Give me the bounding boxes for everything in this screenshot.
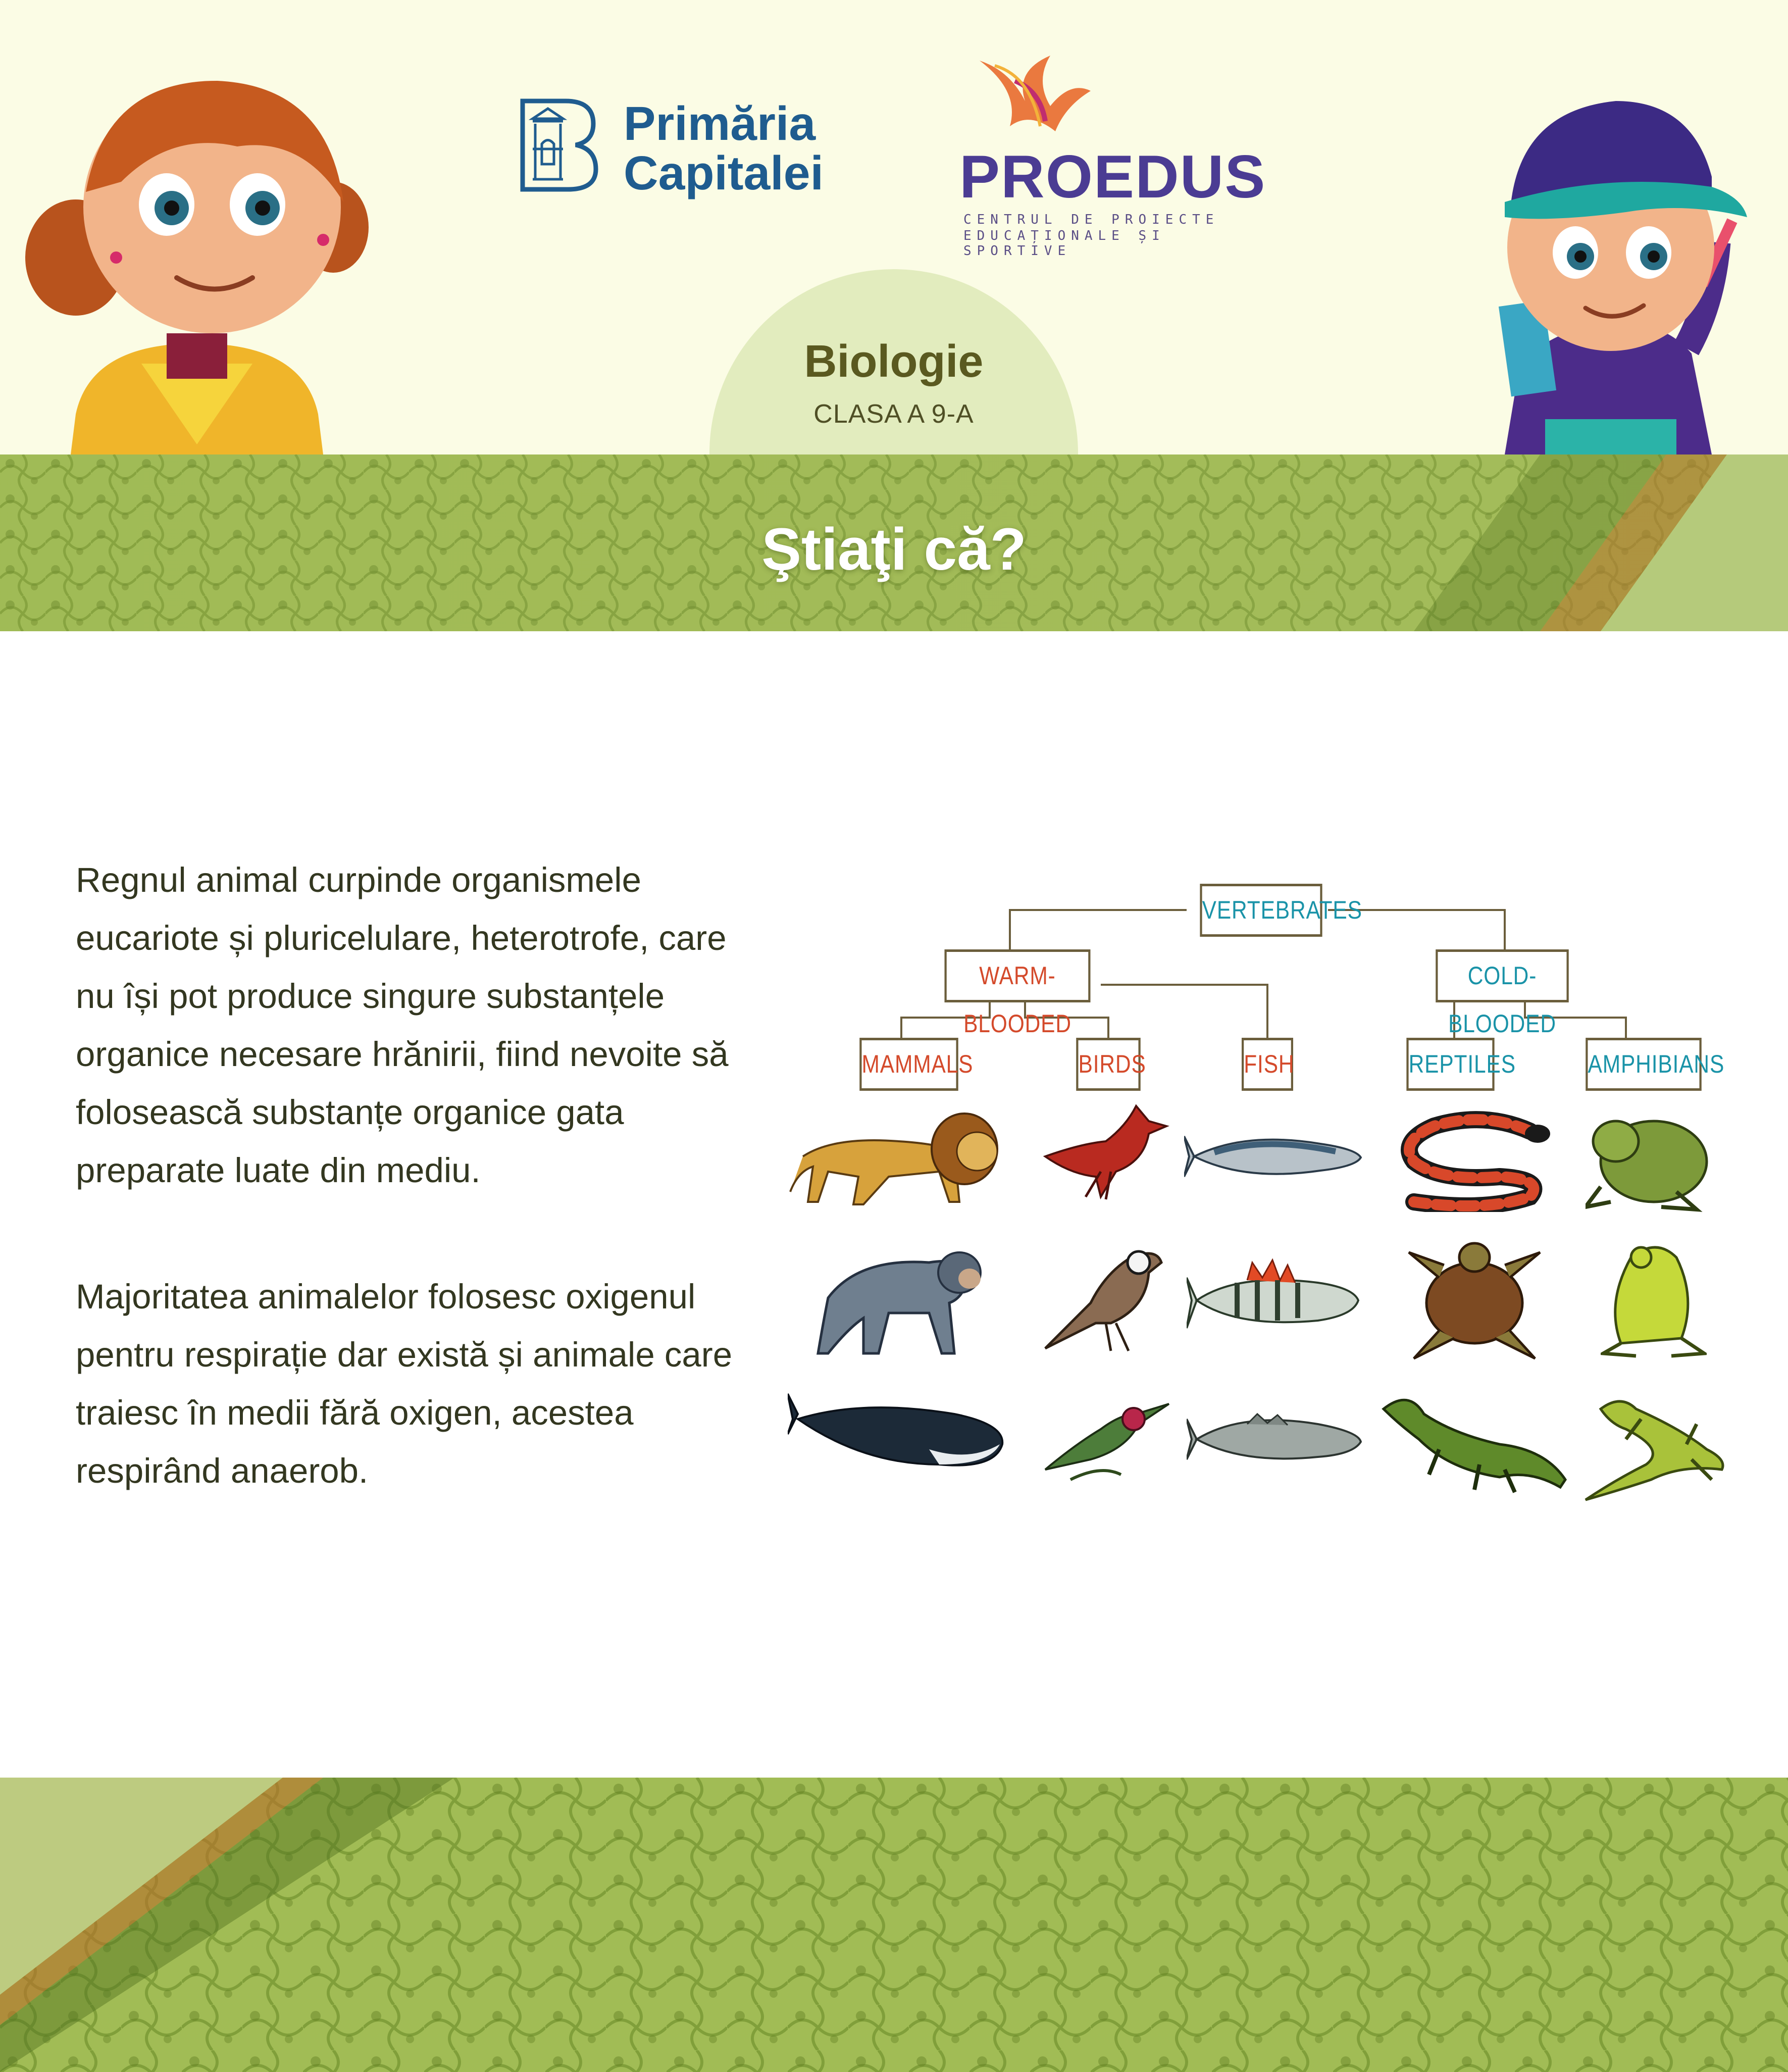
primaria-emblem-icon (518, 98, 598, 192)
paragraph-animal-kingdom: Regnul animal curpinde organismele eucariote și pluricelulare, heterotrofe, care nu își pot produce singure substanțele organice necesare hrănirii, fiind nevoite să folosească substanțe organice gata preparate luate din mediu. (76, 861, 729, 1190)
banner-title: Ştiaţi că? (761, 516, 1027, 583)
primaria-name-line1: Primăria (624, 97, 816, 150)
node-warm-blooded: WARM-BLOODED (945, 949, 1091, 1002)
salamander-icon (1580, 1389, 1732, 1505)
perch-icon (1187, 1257, 1363, 1343)
toad-icon (1586, 1106, 1712, 1217)
node-fish: FISH (1242, 1038, 1293, 1091)
proedus-tagline-line2: EDUCAȚIONALE ȘI SPORTIVE (963, 228, 1165, 259)
sea-turtle-icon (1399, 1237, 1550, 1363)
page-header (0, 0, 1788, 454)
cardinal-icon (1035, 1096, 1171, 1207)
node-cold-blooded: COLD-BLOODED (1436, 949, 1569, 1002)
proedus-wordmark: PROEDUS (959, 143, 1266, 211)
coral-snake-icon (1384, 1111, 1550, 1212)
tree-frog-icon (1601, 1237, 1707, 1363)
node-vertebrates: VERTEBRATES (1200, 884, 1322, 937)
microscope-texture-banner-bottom (0, 1778, 1788, 2072)
proedus-logo (959, 50, 1266, 259)
subject-class-level: CLASA A 9-A (813, 399, 974, 429)
mackerel-icon (1184, 1126, 1366, 1187)
paragraph-respiration: Majoritatea animalelor folosesc oxigenul pentru respirație dar există și animale care traiesc în medii fără oxigen, acestea respirând anaerob. (76, 1277, 733, 1490)
proedus-tagline-line1: CENTRUL DE PROIECTE (963, 212, 1219, 227)
subject-title: Biologie (804, 336, 984, 387)
node-amphibians: AMPHIBIANS (1586, 1038, 1702, 1091)
vertebrates-classification-diagram (778, 874, 1737, 1510)
sparrow-icon (1035, 1237, 1171, 1358)
lion-icon (788, 1101, 1010, 1212)
whale-icon (788, 1389, 1010, 1475)
primaria-name-line2: Capitalei (624, 146, 824, 200)
node-birds: BIRDS (1076, 1038, 1141, 1091)
boy-mascot-illustration (1474, 50, 1757, 454)
crocodile-icon (1378, 1389, 1570, 1500)
hummingbird-icon (1035, 1389, 1171, 1490)
chimpanzee-icon (798, 1237, 990, 1358)
proedus-flame-icon (969, 50, 1101, 136)
node-reptiles: REPTILES (1406, 1038, 1494, 1091)
primaria-capitalei-logo (518, 98, 856, 199)
girl-mascot-illustration (20, 61, 374, 454)
cod-icon (1187, 1409, 1363, 1470)
node-mammals: MAMMALS (859, 1038, 958, 1091)
